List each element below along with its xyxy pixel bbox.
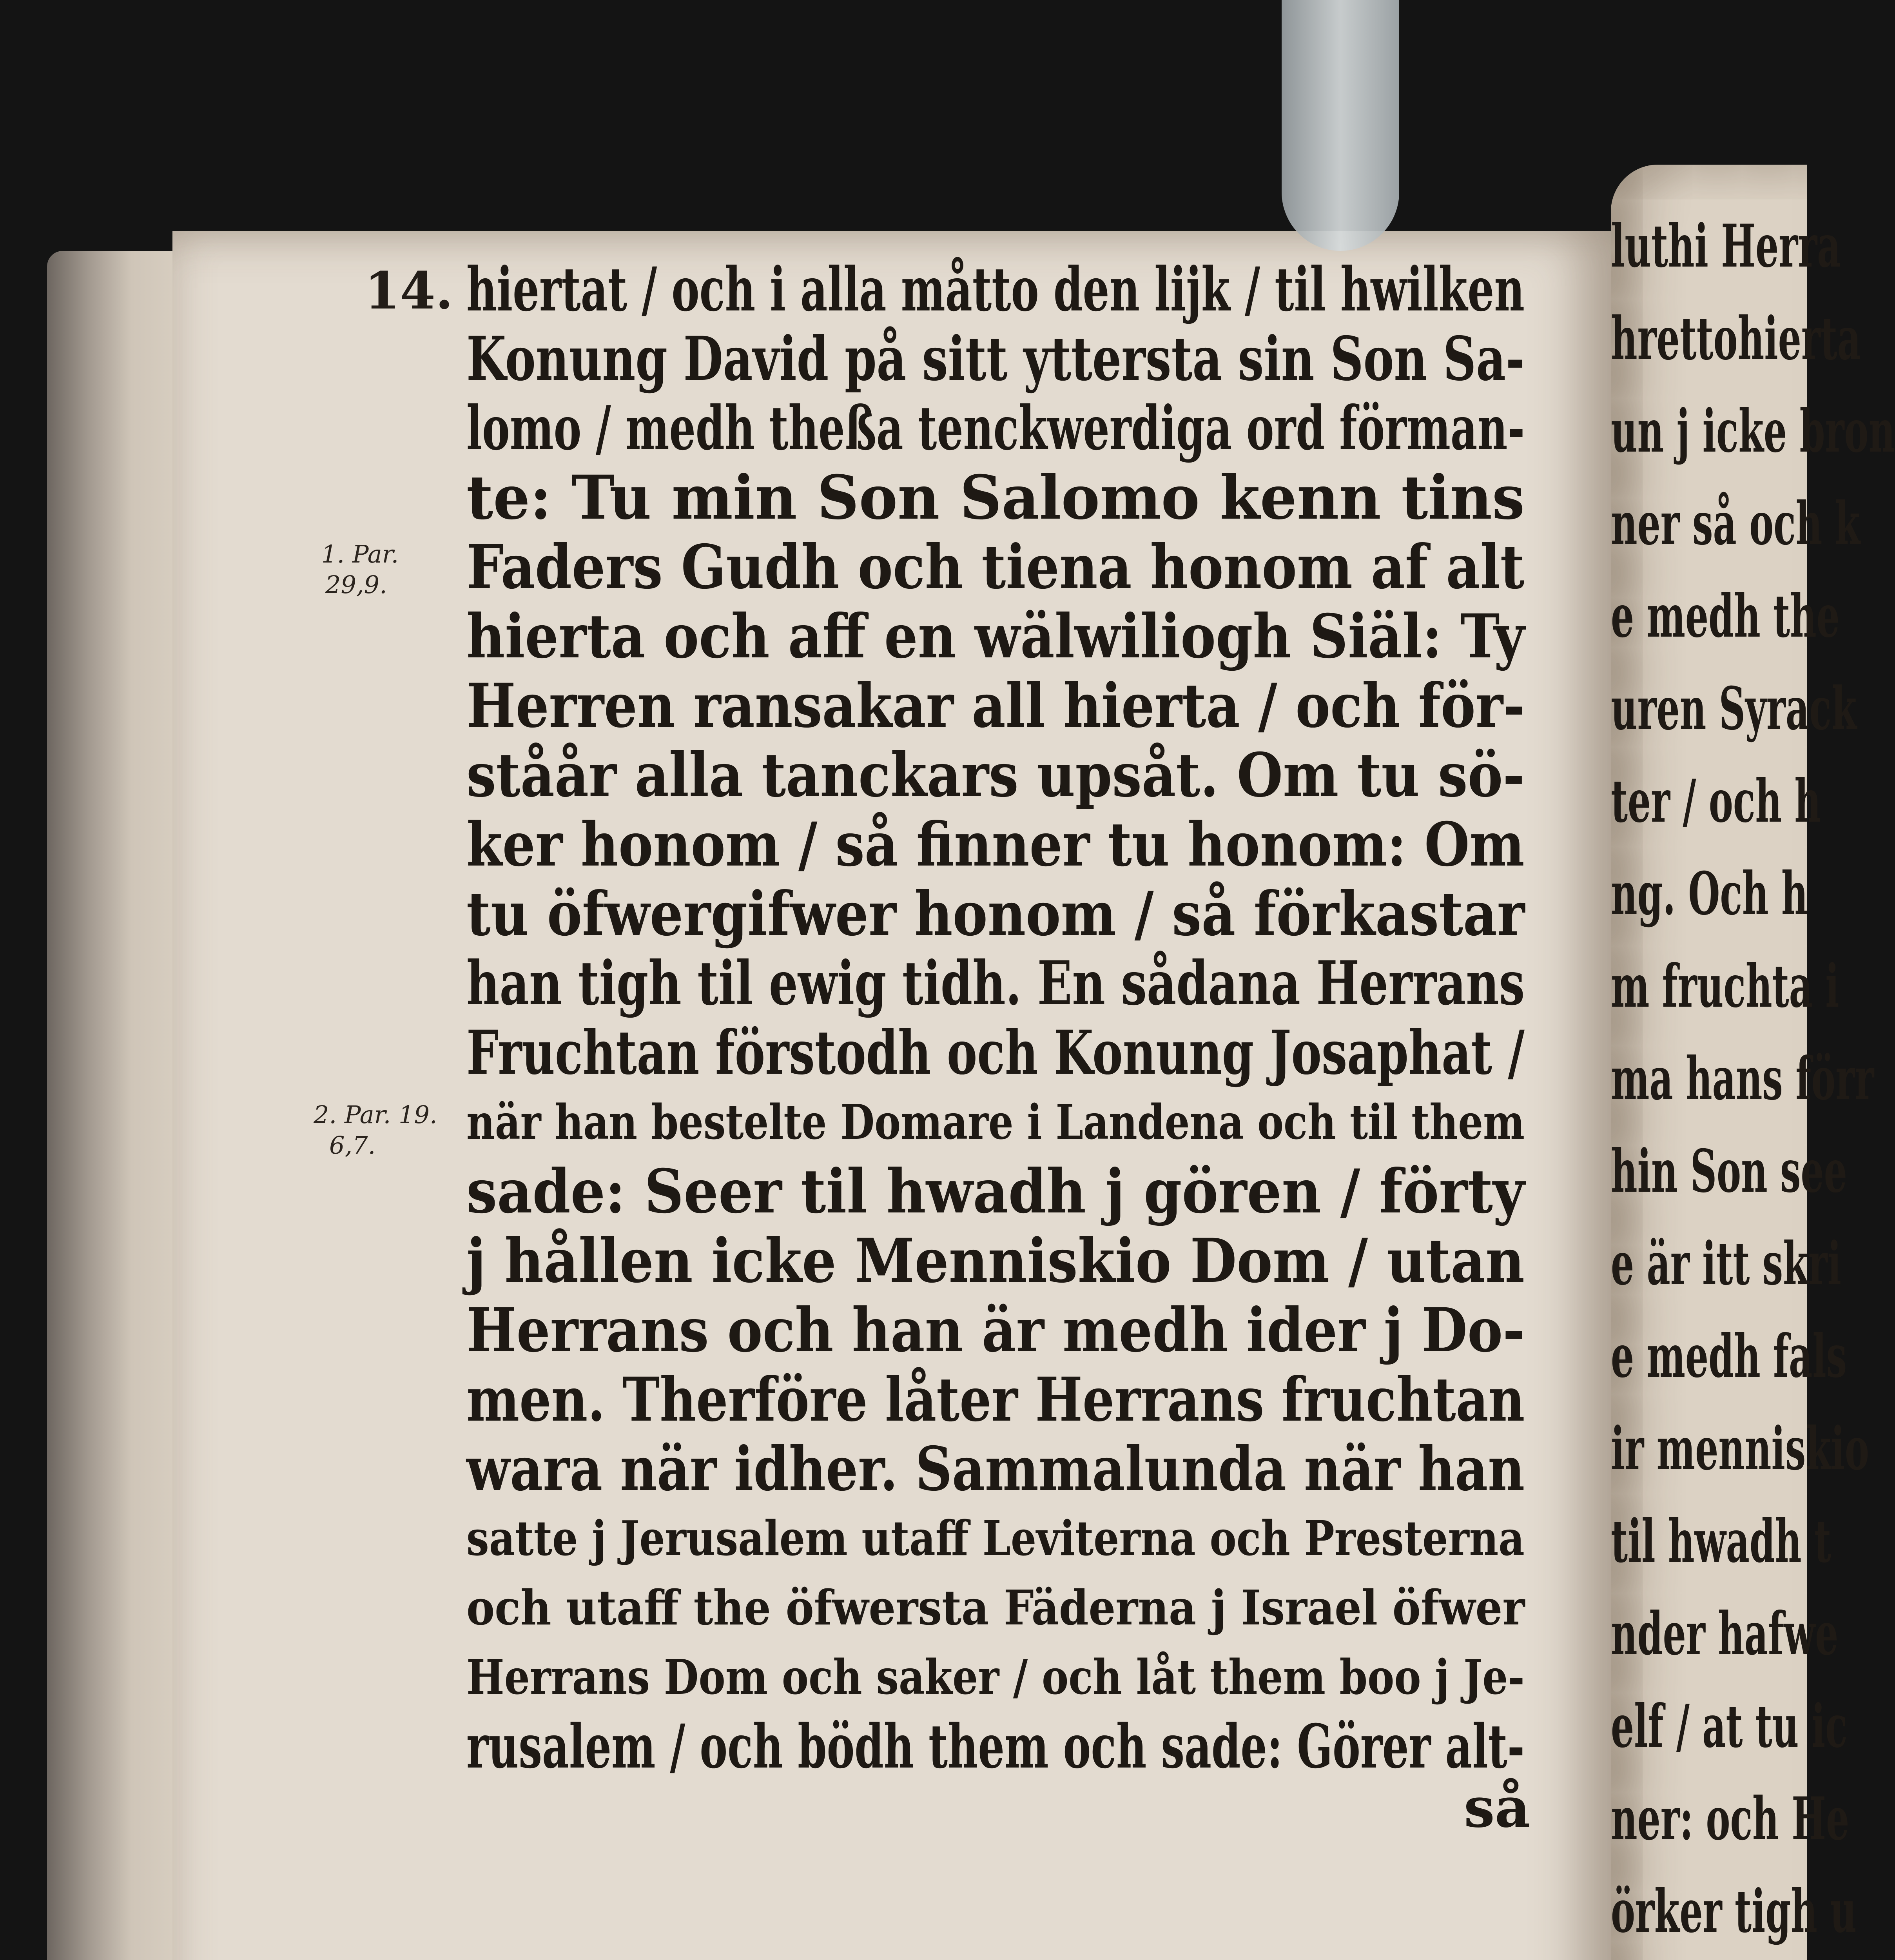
facing-text-line: e medh the (1611, 582, 1840, 651)
facing-text-line: ma hans förr (1611, 1044, 1874, 1113)
facing-text-line: elf / at tu ic (1611, 1692, 1848, 1761)
facing-page (1611, 165, 1895, 1960)
text-line: te: Tu min Son Salomo kenn tins (466, 462, 1525, 533)
page-number: 14. (364, 261, 453, 321)
text-line: satte j Jerusalem utaff Leviterna och Presterna (466, 1510, 1525, 1566)
facing-text-line: nder hafwe (1611, 1599, 1839, 1668)
facing-text-line: uren Syrack (1611, 674, 1857, 743)
text-line: hierta och aff en wälwiliogh Siäl: Ty (466, 601, 1525, 672)
text-line: han tigh til ewig tidh. En sådana Herrans (466, 948, 1525, 1019)
facing-text-line: luthi Herra (1611, 212, 1841, 281)
page-clip-top (1282, 0, 1399, 251)
text-line: Herrans Dom och saker / och låt them boo j Je- (466, 1649, 1525, 1705)
text-line: lomo / medh theßa tenckwerdiga ord förman- (466, 393, 1525, 464)
text-line: Herrans och han är medh ider j Do- (466, 1295, 1525, 1366)
facing-text-line: ir menniskio (1611, 1414, 1869, 1483)
margin-note-verse: 6,7. (329, 1131, 376, 1160)
text-line: Herren ransakar all hierta / och för- (466, 670, 1525, 741)
facing-text-line: un j icke bron (1611, 397, 1895, 466)
margin-note-verse: 29,9. (325, 570, 387, 599)
facing-text-line: örker tigh u (1611, 1877, 1857, 1946)
facing-text-line: hrettohierta (1611, 304, 1861, 373)
text-line: rusalem / och bödh them och sade: Görer alt- (466, 1711, 1525, 1782)
text-line: och utaff the öfwersta Fäderna j Israel öfwer (466, 1579, 1525, 1636)
text-line: j hållen icke Menniskio Dom / utan (466, 1225, 1525, 1296)
text-line: ståår alla tanckars upsåt. Om tu sö- (466, 740, 1525, 811)
facing-text-line: e medh fals (1611, 1322, 1847, 1391)
margin-note-ref: 2. Par. 19. (314, 1100, 437, 1129)
margin-note-1 (321, 539, 399, 600)
facing-text-line: e är itt skri (1611, 1229, 1841, 1298)
facing-text-line: hin Son see (1611, 1137, 1847, 1206)
text-line: men. Therföre låter Herrans fruchtan (466, 1364, 1525, 1435)
margin-note-ref: 1. Par. (321, 540, 399, 568)
text-line: Fruchtan förstodh och Konung Josaphat / (466, 1017, 1525, 1088)
facing-text-line: ng. Och h (1611, 859, 1808, 928)
facing-text-line: ner så och k (1611, 489, 1861, 558)
text-line: när han bestelte Domare i Landena och til them (466, 1094, 1525, 1150)
text-line: Konung David på sitt yttersta sin Son Sa- (466, 323, 1525, 394)
text-line: tu öfwergifwer honom / så förkastar (466, 878, 1525, 949)
catchword: så (1464, 1776, 1531, 1840)
text-line: hiertat / och i alla måtto den lijk / til hwilken (466, 254, 1525, 325)
text-line: ker honom / så finner tu honom: Om (466, 809, 1525, 880)
facing-text-line: ner: och He (1611, 1784, 1850, 1853)
text-line: Faders Gudh och tiena honom af alt (466, 532, 1525, 603)
facing-text-line: til hwadh t (1611, 1507, 1831, 1576)
text-line: sade: Seer til hwadh j gören / förty (466, 1156, 1525, 1227)
text-line: wara när idher. Sammalunda när han (466, 1434, 1525, 1504)
margin-note-2 (314, 1100, 437, 1161)
facing-page-text (1611, 200, 1895, 1960)
facing-text-line: m fruchta i (1611, 952, 1839, 1021)
main-text (466, 255, 1525, 1781)
facing-text-line (1611, 1958, 1766, 1960)
book-page-edges (47, 251, 188, 1960)
facing-text-line: ter / och h (1611, 767, 1821, 836)
